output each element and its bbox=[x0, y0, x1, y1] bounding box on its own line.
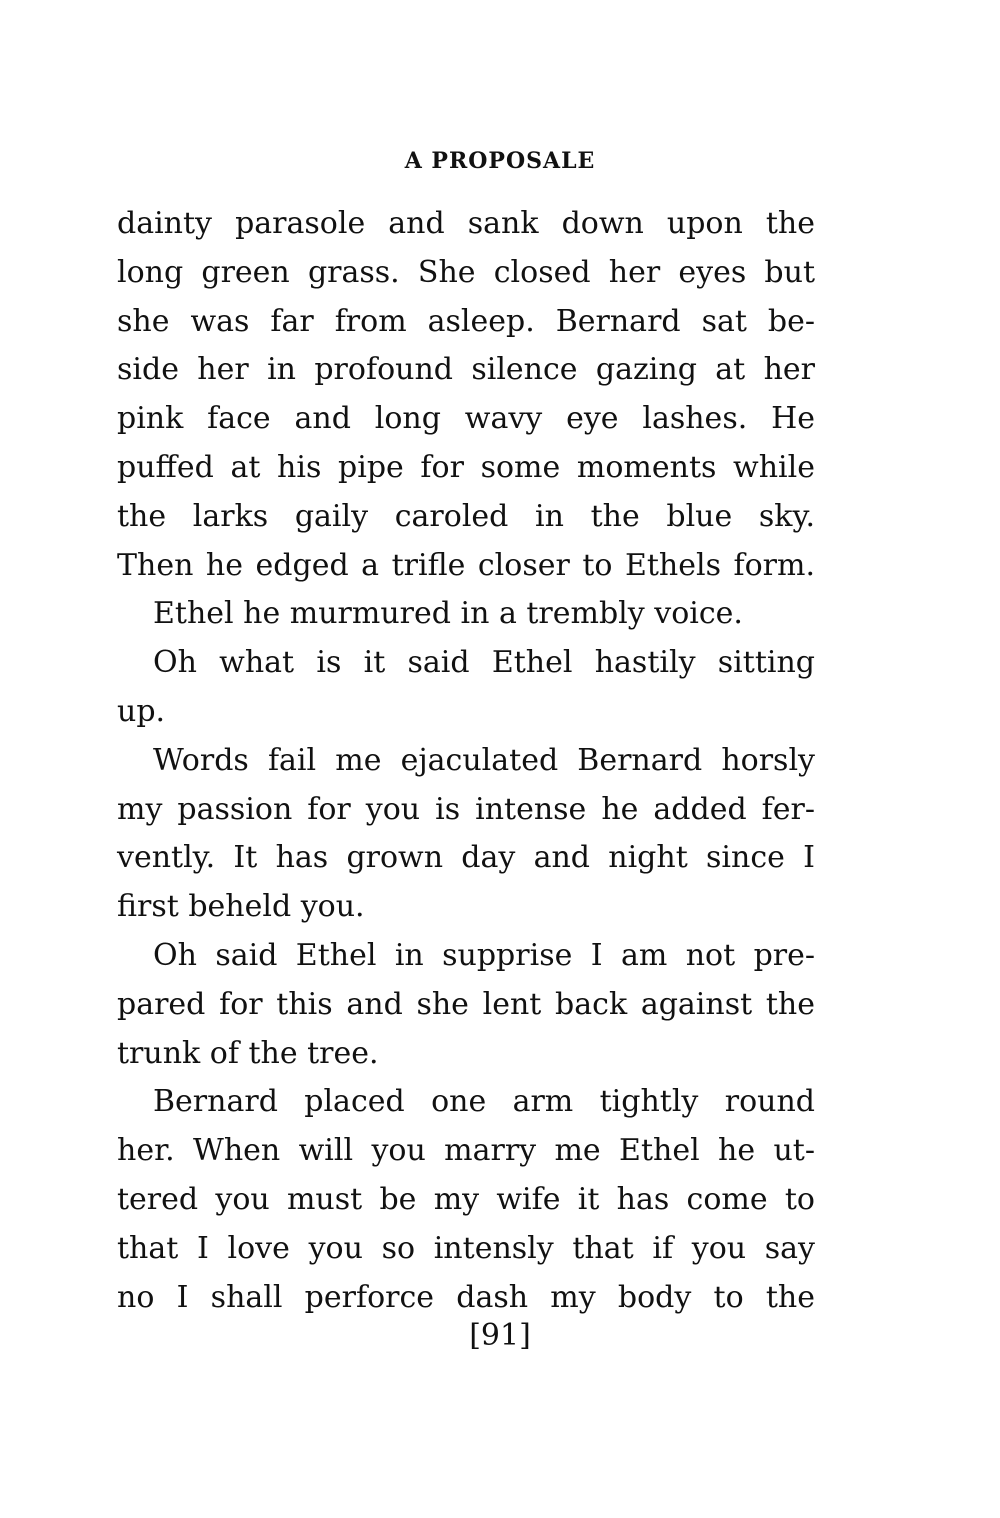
text-line: her. When will you marry me Ethel he ut- bbox=[117, 1133, 815, 1169]
text-line: vently. It has grown day and night since I bbox=[117, 840, 815, 876]
text-line: Then he edged a trifle closer to Ethels form. bbox=[117, 547, 815, 583]
text-line: side her in profound silence gazing at her bbox=[117, 352, 815, 388]
text-line: Oh what is it said Ethel hastily sitting bbox=[153, 645, 815, 681]
text-line: up. bbox=[117, 693, 166, 729]
text-line: first beheld you. bbox=[117, 889, 365, 925]
text-line: Bernard placed one arm tightly round bbox=[153, 1084, 815, 1120]
text-line: Oh said Ethel in supprise I am not pre- bbox=[153, 937, 815, 973]
text-line: she was far from asleep. Bernard sat be- bbox=[117, 303, 815, 339]
text-line: no I shall perforce dash my body to the bbox=[117, 1279, 815, 1315]
page-number: [91] bbox=[469, 1318, 531, 1353]
text-line: Words fail me ejaculated Bernard horsly bbox=[153, 742, 815, 778]
text-line: trunk of the tree. bbox=[117, 1035, 379, 1071]
text-line: pink face and long wavy eye lashes. He bbox=[117, 401, 815, 437]
text-line: puffed at his pipe for some moments while bbox=[117, 449, 815, 485]
text-line: Ethel he murmured in a trembly voice. bbox=[153, 596, 743, 632]
text-line: dainty parasole and sank down upon the bbox=[117, 206, 815, 241]
text-line: the larks gaily caroled in the blue sky. bbox=[117, 498, 815, 534]
text-line: that I love you so intensly that if you say bbox=[117, 1230, 815, 1266]
text-line: pared for this and she lent back against the bbox=[117, 986, 815, 1022]
running-head: A PROPOSALE bbox=[404, 148, 596, 174]
text-line: my passion for you is intense he added fer- bbox=[117, 791, 815, 827]
body-text bbox=[117, 200, 815, 1322]
text-line: tered you must be my wife it has come to bbox=[117, 1181, 815, 1217]
text-line: long green grass. She closed her eyes but bbox=[117, 254, 815, 290]
